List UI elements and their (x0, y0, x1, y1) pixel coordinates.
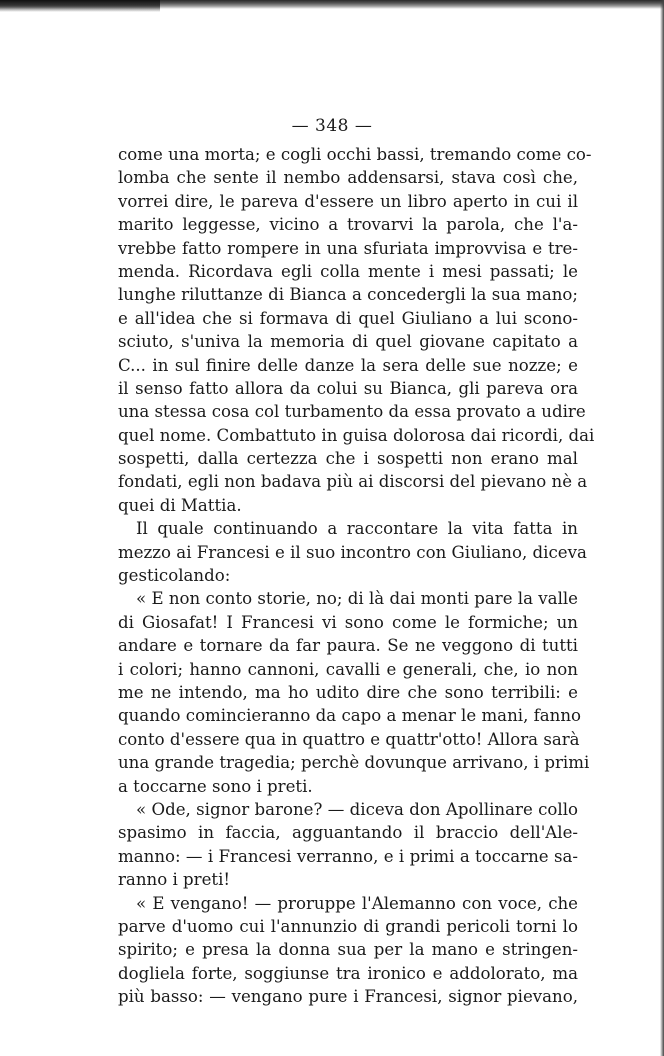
page-number: — 348 — (291, 116, 373, 136)
body-text (118, 143, 595, 1008)
page-corner-smudge (0, 0, 160, 12)
page-right-shadow (660, 0, 664, 1056)
text-line: menda. Ricordava egli colla mente i mesi passati; le (118, 261, 578, 281)
text-line: andare e tornare da far paura. Se ne veggono di tutti (118, 636, 578, 656)
text-line: quei di Mattia. (118, 495, 242, 515)
text-line: C... in sul finire delle danze la sera delle sue nozze; e (118, 355, 578, 375)
text-line: Il quale continuando a raccontare la vita fatta in (136, 519, 578, 539)
text-line: manno: — i Francesi verranno, e i primi a toccarne sa- (118, 846, 578, 866)
text-line: sospetti, dalla certezza che i sospetti non erano mal (118, 449, 578, 469)
text-line: vorrei dire, le pareva d'essere un libro aperto in cui il (118, 191, 578, 211)
text-line: « Ode, signor barone? — diceva don Apollinare collo (136, 799, 578, 819)
text-line: mezzo ai Francesi e il suo incontro con Giuliano, diceva (118, 542, 587, 562)
text-line: conto d'essere qua in quattro e quattr'otto! Allora sarà (118, 729, 580, 749)
text-line: sciuto, s'univa la memoria di quel giovane capitato a (118, 332, 578, 352)
text-line: parve d'uomo cui l'annunzio di grandi pericoli torni lo (118, 916, 578, 936)
text-line: a toccarne sono i preti. (118, 776, 313, 796)
text-line: il senso fatto allora da colui su Bianca, gli pareva ora (118, 378, 578, 398)
text-line: quel nome. Combattuto in guisa dolorosa dai ricordi, dai (118, 425, 595, 445)
text-line: gesticolando: (118, 566, 231, 586)
text-line: e all'idea che si formava di quel Giuliano a lui scono- (118, 308, 578, 328)
text-line: lunghe riluttanze di Bianca a concedergli la sua mano; (118, 285, 578, 305)
text-line: di Giosafat! I Francesi vi sono come le formiche; un (118, 612, 578, 632)
text-line: « E vengano! — proruppe l'Alemanno con voce, che (136, 893, 578, 913)
text-line: fondati, egli non badava più ai discorsi del pievano nè a (118, 472, 588, 492)
text-line: una stessa cosa col turbamento da essa provato a udire (118, 402, 586, 422)
text-line: come una morta; e cogli occhi bassi, tremando come co- (118, 145, 592, 164)
text-line: ranno i preti! (118, 870, 231, 890)
text-line: marito leggesse, vicino a trovarvi la parola, che l'a- (118, 215, 578, 235)
text-line: quando comincieranno da capo a menar le mani, fanno (118, 706, 582, 726)
text-line: dogliela forte, soggiunse tra ironico e addolorato, ma (118, 963, 578, 983)
text-line: vrebbe fatto rompere in una sfuriata improvvisa e tre- (118, 238, 578, 258)
text-line: i colori; hanno cannoni, cavalli e generali, che, io non (118, 659, 578, 679)
text-line: più basso: — vengano pure i Francesi, signor pievano, (118, 987, 578, 1007)
text-line: « E non conto storie, no; di là dai monti pare la valle (136, 589, 578, 609)
text-line: lomba che sente il nembo addensarsi, stava così che, (118, 168, 578, 188)
text-line: me ne intendo, ma ho udito dire che sono terribili: e (118, 682, 578, 702)
text-line: spirito; e presa la donna sua per la mano e stringen- (118, 940, 578, 960)
text-line: spasimo in faccia, agguantando il braccio dell'Ale- (118, 823, 578, 843)
text-line: una grande tragedia; perchè dovunque arrivano, i primi (118, 753, 590, 773)
